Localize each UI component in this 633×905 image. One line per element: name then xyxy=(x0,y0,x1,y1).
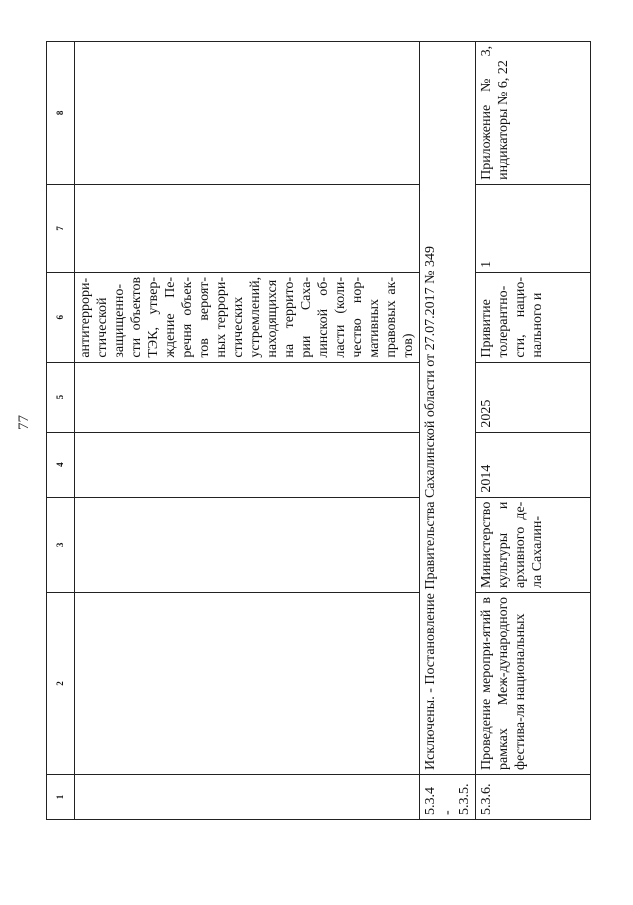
column-number: 1 xyxy=(47,775,75,820)
table-cell-executor: Министерство культуры и архивного де-ла Сахалин- xyxy=(476,497,591,592)
column-number: 7 xyxy=(47,184,75,272)
table-cell-result: Привитие толерантно-сти, нацио-нального и xyxy=(476,272,591,362)
table-row xyxy=(75,41,420,819)
table-cell xyxy=(75,497,420,592)
table-cell-start-year: 2014 xyxy=(476,432,591,497)
page-number: 77 xyxy=(16,415,32,430)
table-cell xyxy=(75,41,420,184)
table-cell xyxy=(75,593,420,775)
column-number: 4 xyxy=(47,432,75,497)
column-number: 8 xyxy=(47,41,75,184)
table-cell xyxy=(75,184,420,272)
table-cell-event: Проведение меропри-ятий в рамках Меж-дународного фестива-ля национальных xyxy=(476,593,591,775)
column-number: 2 xyxy=(47,593,75,775)
table-cell-end-year: 2025 xyxy=(476,362,591,432)
column-number-row xyxy=(47,41,75,819)
program-table xyxy=(46,41,591,820)
table-cell-value: 1 xyxy=(476,184,591,272)
table-cell-number: 5.3.6. xyxy=(476,775,591,820)
table-row-excluded xyxy=(420,41,476,819)
table-cell-number: 5.3.4 - 5.3.5. xyxy=(420,775,476,820)
table-cell xyxy=(75,775,420,820)
column-number: 6 xyxy=(47,272,75,362)
column-number: 5 xyxy=(47,362,75,432)
table-cell xyxy=(75,432,420,497)
table-cell-reference: Приложение № 3, индикаторы № 6, 22 xyxy=(476,41,591,184)
table-row xyxy=(476,41,591,819)
column-number: 3 xyxy=(47,497,75,592)
table-cell xyxy=(75,362,420,432)
table-cell-description: антитеррори-стической защищенно-сти объектов ТЭК, утвер-ждение Пе-речня объек-тов вероят-ных террори-стических устремлений, находящихся на террито-рии Саха-линской об-ласти (коли-чество нор-мативных правовых ак-тов) xyxy=(75,272,420,362)
table-cell-excluded-note: Исключены. - Постановление Правительства Сахалинской области от 27.07.2017 № 349 xyxy=(420,41,476,774)
